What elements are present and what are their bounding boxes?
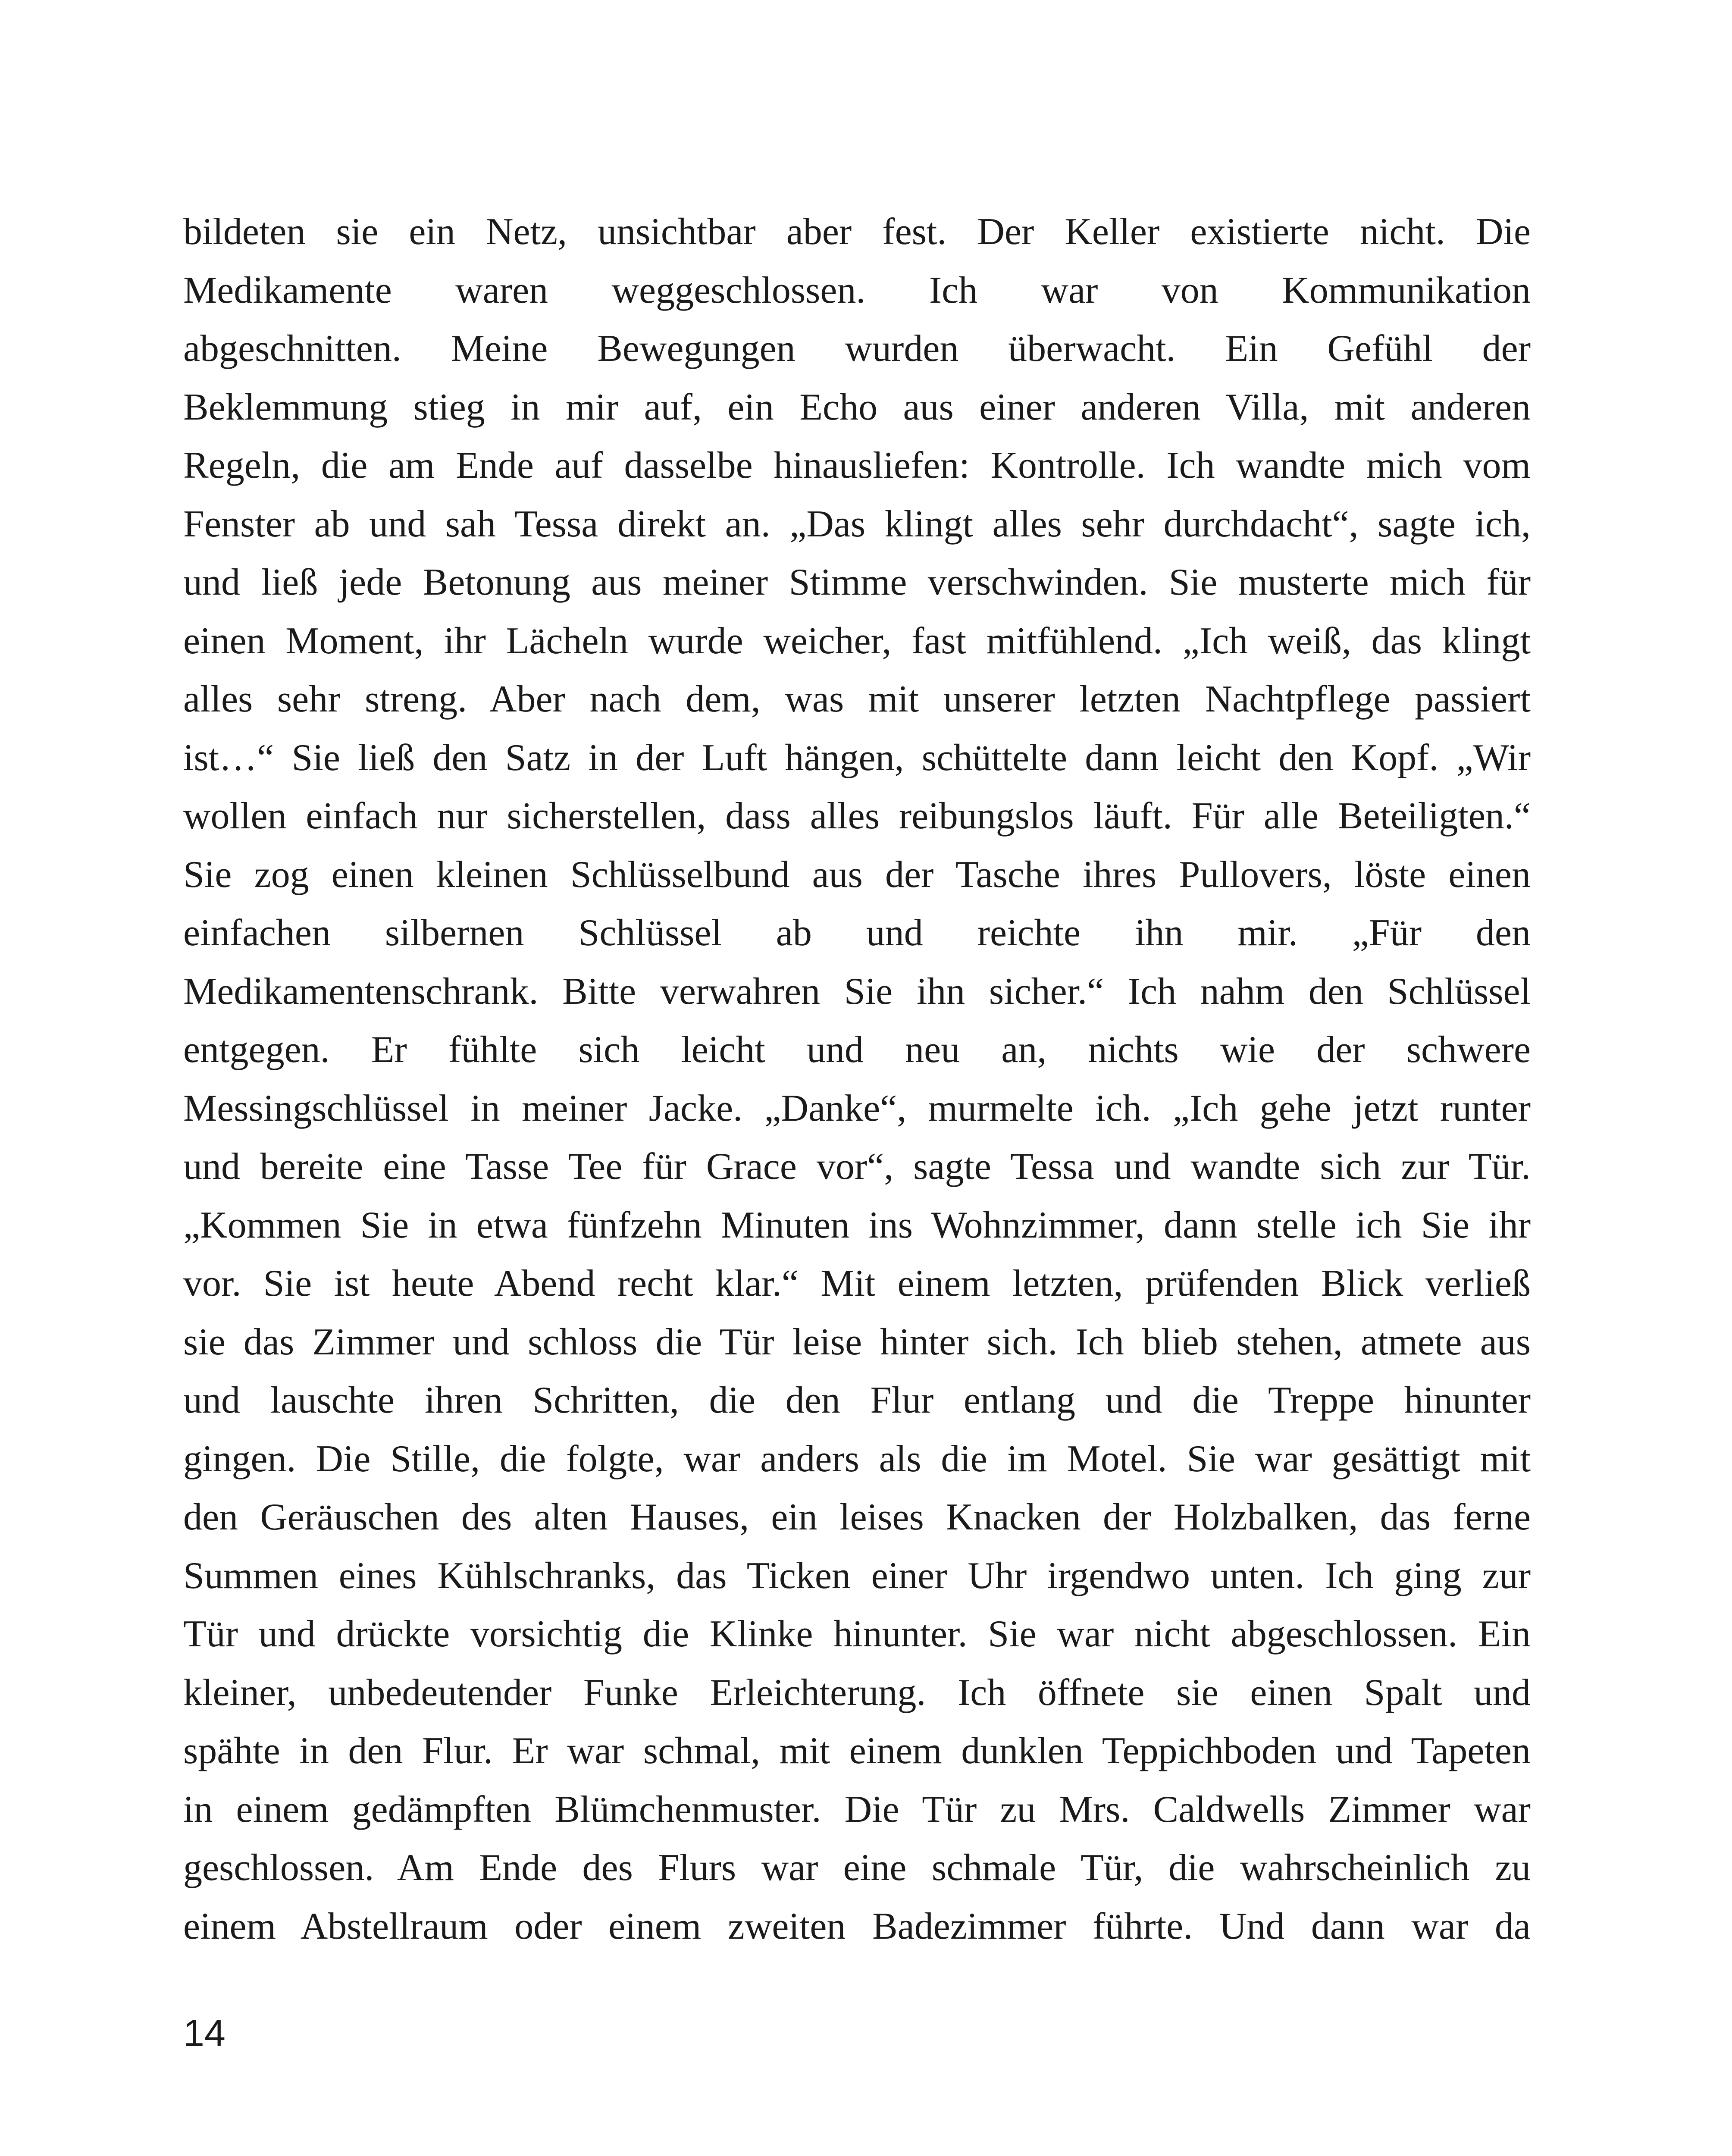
- text-line: geschlossen. Am Ende des Flurs war eine schmale Tür, die wahrscheinlich zu: [183, 1847, 1531, 1889]
- text-line: entgegen. Er fühlte sich leicht und neu an, nichts wie der schwere: [183, 1029, 1531, 1071]
- text-line: und lauschte ihren Schritten, die den Flur entlang und die Treppe hinunter: [183, 1379, 1531, 1421]
- text-line: spähte in den Flur. Er war schmal, mit einem dunklen Teppichboden und Tapeten: [183, 1730, 1531, 1772]
- text-line: und bereite eine Tasse Tee für Grace vor“, sagte Tessa und wandte sich zur Tür.: [183, 1146, 1531, 1188]
- text-line: Medikamente waren weggeschlossen. Ich war von Kommunikation: [183, 269, 1531, 311]
- text-line: ist…“ Sie ließ den Satz in der Luft hängen, schüttelte dann leicht den Kopf. „Wir: [183, 736, 1531, 779]
- text-line: einem Abstellraum oder einem zweiten Badezimmer führte. Und dann war da: [183, 1905, 1531, 1947]
- text-line: sie das Zimmer und schloss die Tür leise hinter sich. Ich blieb stehen, atmete aus: [183, 1321, 1531, 1363]
- text-line: einfachen silbernen Schlüssel ab und reichte ihn mir. „Für den: [183, 912, 1531, 954]
- page-number: 14: [183, 2012, 226, 2054]
- text-line: wollen einfach nur sicherstellen, dass alles reibungslos läuft. Für alle Beteiligten.“: [183, 795, 1531, 837]
- text-line: einen Moment, ihr Lächeln wurde weicher, fast mitfühlend. „Ich weiß, das klingt: [183, 620, 1531, 662]
- text-line: Fenster ab und sah Tessa direkt an. „Das klingt alles sehr durchdacht“, sagte ich,: [183, 503, 1531, 545]
- text-line: Beklemmung stieg in mir auf, ein Echo aus einer anderen Villa, mit anderen: [183, 386, 1531, 428]
- text-line: und ließ jede Betonung aus meiner Stimme verschwinden. Sie musterte mich für: [183, 561, 1531, 603]
- text-line: Messingschlüssel in meiner Jacke. „Danke“, murmelte ich. „Ich gehe jetzt runter: [183, 1087, 1531, 1129]
- text-line: gingen. Die Stille, die folgte, war anders als die im Motel. Sie war gesättigt mit: [183, 1438, 1531, 1480]
- text-line: kleiner, unbedeutender Funke Erleichterung. Ich öffnete sie einen Spalt und: [183, 1671, 1531, 1714]
- text-line: abgeschnitten. Meine Bewegungen wurden überwacht. Ein Gefühl der: [183, 328, 1531, 370]
- text-line: Sie zog einen kleinen Schlüsselbund aus der Tasche ihres Pullovers, löste einen: [183, 853, 1531, 896]
- text-line: bildeten sie ein Netz, unsichtbar aber fest. Der Keller existierte nicht. Die: [183, 211, 1531, 253]
- text-line: „Kommen Sie in etwa fünfzehn Minuten ins Wohnzimmer, dann stelle ich Sie ihr: [183, 1204, 1531, 1246]
- text-line: alles sehr streng. Aber nach dem, was mit unserer letzten Nachtpflege passiert: [183, 678, 1531, 720]
- text-line: in einem gedämpften Blümchenmuster. Die Tür zu Mrs. Caldwells Zimmer war: [183, 1788, 1531, 1830]
- text-line: Summen eines Kühlschranks, das Ticken einer Uhr irgendwo unten. Ich ging zur: [183, 1554, 1531, 1597]
- text-line: Tür und drückte vorsichtig die Klinke hinunter. Sie war nicht abgeschlossen. Ein: [183, 1613, 1531, 1655]
- text-line: vor. Sie ist heute Abend recht klar.“ Mit einem letzten, prüfenden Blick verließ: [183, 1263, 1531, 1304]
- body-text: [183, 203, 1531, 1955]
- text-line: Medikamentenschrank. Bitte verwahren Sie ihn sicher.“ Ich nahm den Schlüssel: [183, 970, 1531, 1012]
- text-line: Regeln, die am Ende auf dasselbe hinausliefen: Kontrolle. Ich wandte mich vom: [183, 445, 1531, 486]
- text-line: den Geräuschen des alten Hauses, ein leises Knacken der Holzbalken, das ferne: [183, 1496, 1531, 1538]
